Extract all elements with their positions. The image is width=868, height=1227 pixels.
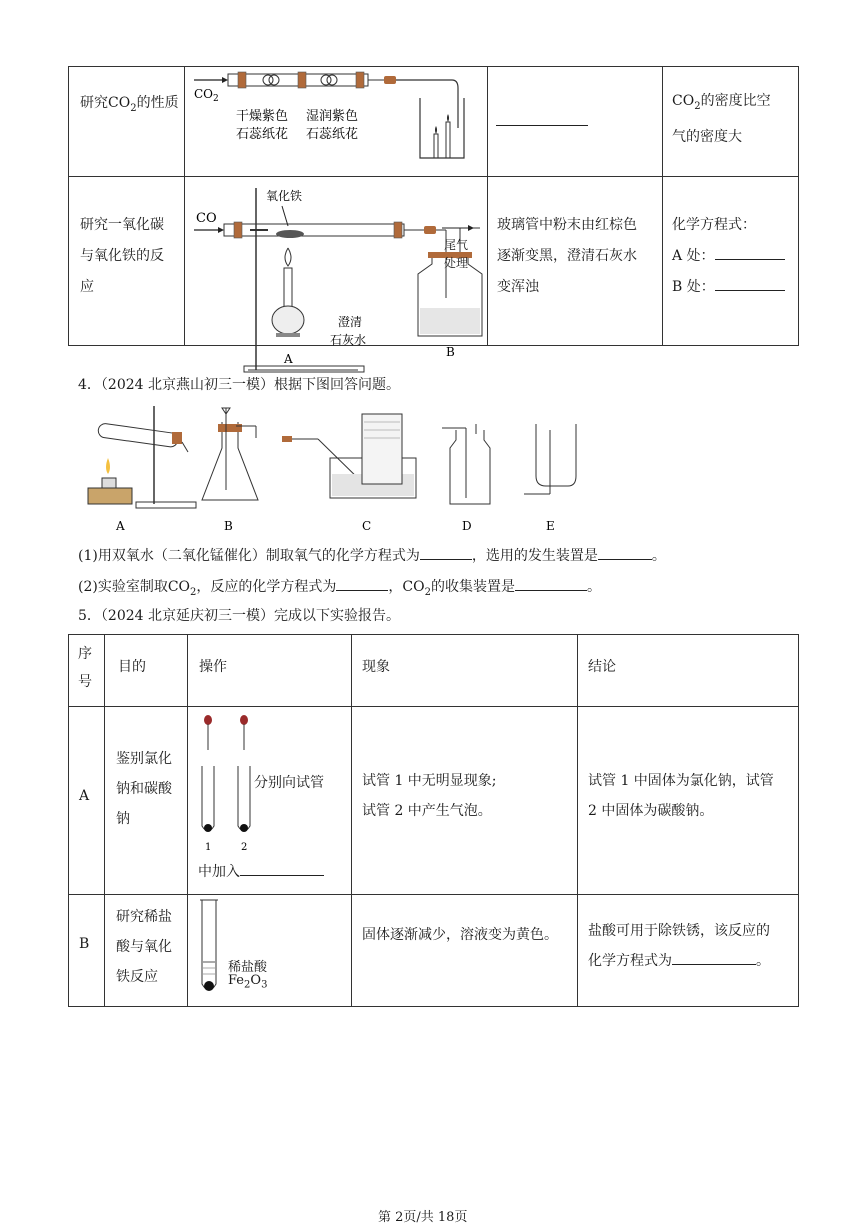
label-b: B bbox=[446, 345, 455, 359]
rowA-op-text-1: 分别向试管 bbox=[254, 775, 324, 791]
q4-apparatus-figure bbox=[76, 400, 596, 540]
header-phenomenon: 现象 bbox=[362, 659, 390, 675]
q4-part2: (2)实验室制取$CO_2$，反应的化学方程式为 ，$CO_2$的收集装置是 。 bbox=[78, 575, 601, 598]
apparatus-label-b: B bbox=[224, 519, 233, 533]
rowB-phenomenon: 固体逐渐减少，溶液变为黄色。 bbox=[362, 927, 558, 943]
rowA-op-text-2: 中加入 bbox=[198, 860, 324, 881]
apparatus-label-a: A bbox=[116, 519, 125, 533]
q4-p2-blank-collector[interactable] bbox=[515, 575, 587, 591]
q4-title: 4．（2024 北京燕山初三一模）根据下图回答问题。 bbox=[78, 377, 400, 393]
row2-purpose: 研究一氧化碳 与氧化铁的反 应 bbox=[80, 217, 164, 295]
header-seq: 序 号 bbox=[78, 646, 92, 690]
rowB-test-tube bbox=[196, 898, 222, 1000]
rowB-purpose: 研究稀盐 酸与氧化 铁反应 bbox=[116, 909, 172, 985]
rowA-conclusion: 试管 1 中固体为氯化钠，试管 2 中固体为碳酸钠。 bbox=[588, 773, 774, 819]
wet-flower-label-1: 湿润紫色 bbox=[306, 109, 359, 124]
rowA-phenomenon: 试管 1 中无明显现象; 试管 2 中产生气泡。 bbox=[362, 773, 497, 819]
q4-p2-blank-equation[interactable] bbox=[336, 575, 388, 591]
table-5 bbox=[68, 634, 799, 1007]
tube-1-label: 1 bbox=[205, 842, 212, 853]
label-a: A bbox=[284, 352, 293, 366]
apparatus-label-d: D bbox=[462, 519, 472, 533]
page-footer: 第 2页/共 18页 bbox=[378, 1210, 468, 1225]
co2-label: $CO_2$ bbox=[194, 87, 219, 104]
co-label: CO bbox=[196, 211, 217, 226]
header-purpose: 目的 bbox=[118, 659, 146, 675]
rowB-oxide-label: $Fe_2O_3$ bbox=[228, 973, 268, 991]
row2-conclusion: 化学方程式： A 处： B 处： bbox=[672, 210, 796, 303]
apparatus-label-c: C bbox=[362, 519, 372, 533]
exhaust-label: 尾气 处理 bbox=[444, 238, 469, 270]
table-1 bbox=[68, 66, 799, 366]
dry-flower-label-1: 干燥紫色 bbox=[236, 109, 289, 124]
tube-2-label: 2 bbox=[241, 842, 248, 853]
co2-property-apparatus bbox=[188, 68, 484, 174]
q4-p1-blank-equation[interactable] bbox=[420, 544, 472, 560]
row1-purpose-text: 研究CO bbox=[80, 95, 131, 111]
limewater-label-1: 澄清 bbox=[338, 315, 363, 329]
rowA-purpose: 鉴别氯化 钠和碳酸 钠 bbox=[116, 751, 172, 827]
rowB-seq: B bbox=[79, 936, 90, 952]
rowB-acid-label: 稀盐酸 bbox=[228, 960, 268, 975]
row1-purpose: 研究$CO_2$的性质 bbox=[80, 95, 179, 114]
q4-p1-blank-device[interactable] bbox=[598, 544, 652, 560]
rowA-reagent-blank[interactable] bbox=[240, 860, 324, 876]
rowB-conclusion: 盐酸可用于除铁锈，该反应的 化学方程式为 。 bbox=[588, 923, 770, 969]
answer-a-blank[interactable] bbox=[715, 244, 785, 260]
rowA-test-tubes bbox=[192, 710, 252, 854]
header-operation: 操作 bbox=[199, 659, 227, 675]
rowB-equation-blank[interactable] bbox=[672, 949, 756, 965]
iron-oxide-label: 氧化铁 bbox=[266, 189, 303, 203]
answer-b-blank[interactable] bbox=[715, 275, 785, 291]
limewater-label-2: 石灰水 bbox=[330, 333, 367, 347]
row2-phenomenon: 玻璃管中粉末由红棕色 逐渐变黑，澄清石灰水 变浑浊 bbox=[497, 217, 637, 295]
q5-title: 5．（2024 北京延庆初三一模）完成以下实验报告。 bbox=[78, 608, 400, 624]
rowA-seq: A bbox=[79, 788, 90, 804]
q4-part1: (1)用双氧水（二氧化锰催化）制取氧气的化学方程式为 ，选用的发生装置是 。 bbox=[78, 544, 666, 565]
row1-conclusion: $CO_2$的密度比空 气的密度大 bbox=[672, 93, 771, 145]
dry-flower-label-2: 石蕊纸花 bbox=[236, 127, 289, 142]
header-conclusion: 结论 bbox=[588, 659, 616, 675]
wet-flower-label-2: 石蕊纸花 bbox=[306, 127, 359, 142]
row1-phenomenon-blank[interactable] bbox=[496, 110, 588, 126]
apparatus-label-e: E bbox=[546, 519, 555, 533]
